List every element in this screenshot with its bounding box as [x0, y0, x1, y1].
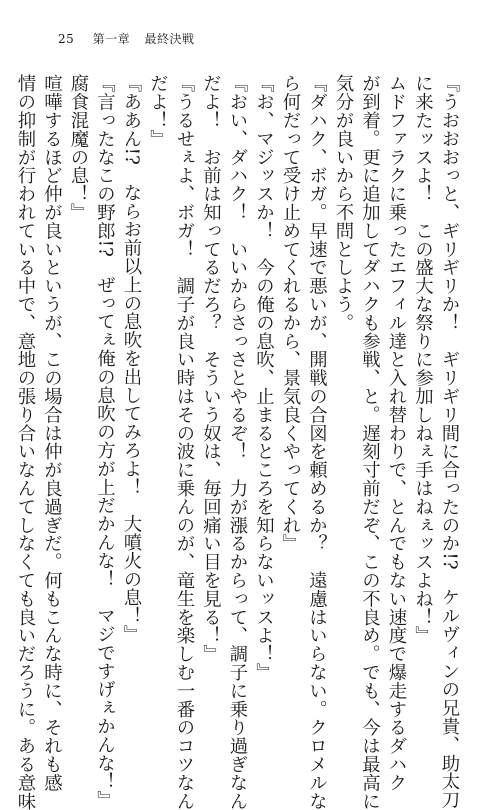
text-line: 情の抑制が行われている中で、意地の張り合いなんてしなくても良いだろうに。ある意味	[15, 74, 36, 810]
text-line: だよ！ お前は知ってるだろ？ そういう奴は、毎回痛い目を見る！』	[200, 74, 222, 663]
text-line: 『うおおおっと、ギリギリか！ ギリギリ間に合ったのか!? ケルヴィンの兄貴、助太刀	[439, 74, 460, 809]
text-line: 喧嘩するほど仲が良いというが、この場合は仲が良過ぎだ。何もこんな時に、それも感	[41, 74, 63, 792]
text-line: 腐食混魔の息！』	[68, 74, 89, 222]
text-line: 『ダハク、ボガ。早速で悪いが、開戦の合図を頼めるか？ 遠慮はいらない。クロメルな	[306, 74, 328, 810]
text-line: だよ！』	[147, 74, 169, 148]
chapter-label: 第一章	[92, 32, 131, 46]
text-line: ら何だって受け止めてくれるから、景気良くやってくれ』	[280, 74, 301, 553]
text-line: 『おい、ダハク！ いいからさっさとやるぞ！ 力が漲るからって、調子に乗り過ぎなん	[227, 74, 248, 810]
text-line: 気分が良いから不問としよう。	[333, 74, 354, 332]
page-number: 25	[58, 32, 75, 46]
text-line: 『お、マジッスか！ 今の俺の息吹、止まるところを知らないッスよ！』	[253, 74, 275, 682]
vertical-body-text	[12, 74, 463, 810]
text-line: ムドファラクに乗ったエフィル達と入れ替わりで、とんでもない速度で爆走するダハク	[386, 74, 407, 792]
text-line: 『言ったなこの野郎!? ぜってぇ俺の息吹の方が上だかんな！ マジですげぇかんな！』	[94, 74, 116, 809]
text-line: に来たッスよ！ この盛大な祭りに参加しねぇ手はねぇッスよね！』	[412, 74, 434, 645]
text-line: が到着。更に追加してダハクも参戦、と。遅刻寸前だぞ、この不良め。でも、今は最高に	[359, 74, 381, 810]
text-line: 『うるせぇよ、ボガ！ 調子が良い時はその波に乗んのが、竜生を楽しむ一番のコツなん	[174, 74, 195, 810]
chapter-title: 最終決戦	[144, 32, 195, 46]
text-line: 『ああん!? ならお前以上の息吹を出してみろよ！ 大噴火の息！』	[121, 74, 142, 644]
page-header	[58, 30, 194, 47]
